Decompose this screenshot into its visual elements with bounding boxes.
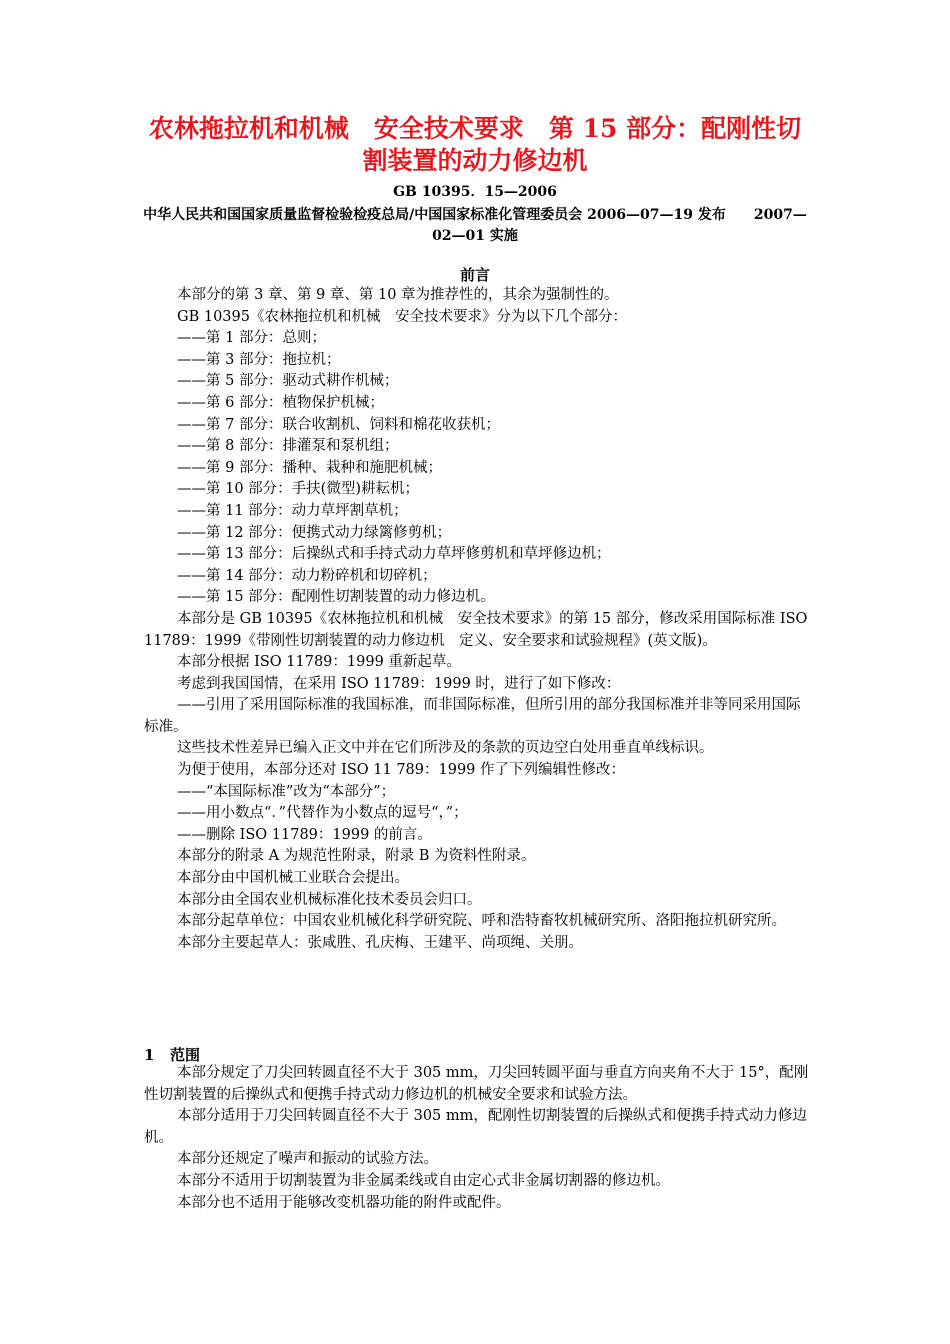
paragraph: 本部分规定了刀尖回转圆直径不大于 305 mm，刀尖回转圆平面与垂直方向夹角不大于 15°，配刚性切割装置的后操纵式和便携手持式动力修边机的机械安全要求和试验方法。 bbox=[144, 1065, 809, 1103]
list-item: ——第 5 部分：驱动式耕作机械； bbox=[177, 373, 399, 390]
paragraph: 本部分根据 ISO 11789：1999 重新起草。 bbox=[177, 654, 461, 671]
list-item: ——用小数点“．”代替作为小数点的逗号“，”； bbox=[177, 805, 468, 822]
paragraph: 为便于使用，本部分还对 ISO 11 789：1999 作了下列编辑性修改： bbox=[177, 762, 626, 779]
list-item: ——“本国际标准”改为“本部分”； bbox=[177, 783, 396, 800]
paragraph: 本部分的附录 A 为规范性附录，附录 B 为资料性附录。 bbox=[177, 848, 536, 865]
list-item: ——第 13 部分：后操纵式和手持式动力草坪修剪机和草坪修边机； bbox=[177, 546, 611, 563]
list-item: ——第 15 部分：配刚性切割装置的动力修边机。 bbox=[177, 589, 495, 606]
section-body bbox=[144, 1063, 810, 1214]
list-item: ——第 8 部分：排灌泵和泵机组； bbox=[177, 438, 399, 455]
document-title: 农林拖拉机和机械 安全技术要求 第 15 部分：配刚性切割装置的动力修边机 bbox=[148, 114, 802, 175]
list-item: ——第 14 部分：动力粉碎机和切碎机； bbox=[177, 567, 437, 584]
paragraph: 本部分由中国机械工业联合会提出。 bbox=[177, 870, 409, 887]
paragraph: 这些技术性差异已编入正文中并在它们所涉及的条款的页边空白处用垂直单线标识。 bbox=[177, 740, 714, 757]
list-item: ——第 10 部分：手扶(微型)耕耘机； bbox=[177, 481, 419, 498]
paragraph: 本部分主要起草人：张咸胜、孔庆梅、王建平、尚项绳、关朋。 bbox=[177, 934, 583, 951]
publisher-line: 中华人民共和国国家质量监督检验检疫总局/中国国家标准化管理委员会 2006—07—19 发布 2007—02—01 实施 bbox=[143, 207, 807, 244]
preface-body bbox=[144, 285, 810, 954]
section-heading bbox=[144, 1044, 200, 1065]
paragraph: 本部分是 GB 10395《农林拖拉机和机械 安全技术要求》的第 15 部分，修改采用国际标准 ISO 11789：1999《带刚性切割装置的动力修边机 定义、安全要求和试验规程》(英文版)。 bbox=[144, 610, 808, 649]
list-item: ——第 9 部分：播种、栽种和施肥机械； bbox=[177, 459, 442, 476]
section-number: 1 bbox=[144, 1046, 155, 1064]
paragraph: 本部分不适用于切割装置为非金属柔线或自由定心式非金属切割器的修边机。 bbox=[177, 1172, 670, 1189]
paragraph: ——引用了采用国际标准的我国标准，而非国际标准，但所引用的部分我国标准并非等同采用国际标准。 bbox=[144, 697, 801, 735]
list-item: ——删除 ISO 11789：1999 的前言。 bbox=[177, 826, 432, 843]
list-item: ——第 7 部分：联合收割机、饲料和棉花收获机； bbox=[177, 416, 500, 433]
paragraph: 本部分由全国农业机械标准化技术委员会归口。 bbox=[177, 891, 482, 908]
list-item: ——第 11 部分：动力草坪割草机； bbox=[177, 502, 408, 519]
paragraph: 本部分的第 3 章、第 9 章、第 10 章为推荐性的，其余为强制性的。 bbox=[177, 287, 619, 303]
list-item: ——第 3 部分：拖拉机； bbox=[177, 351, 341, 368]
list-item: ——第 1 部分：总则； bbox=[177, 330, 326, 347]
preface-heading: 前言 bbox=[459, 266, 490, 284]
paragraph: 考虑到我国国情，在采用 ISO 11789：1999 时，进行了如下修改： bbox=[177, 675, 621, 692]
paragraph: 本部分还规定了噪声和振动的试验方法。 bbox=[177, 1151, 438, 1168]
list-item: ——第 12 部分：便携式动力绿篱修剪机； bbox=[177, 524, 452, 541]
standard-code: GB 10395．15—2006 bbox=[393, 184, 557, 200]
list-item: ——第 6 部分：植物保护机械； bbox=[177, 394, 384, 411]
paragraph: GB 10395《农林拖拉机和机械 安全技术要求》分为以下几个部分： bbox=[177, 308, 627, 325]
section-title: 范围 bbox=[170, 1046, 201, 1064]
paragraph: 本部分起草单位：中国农业机械化科学研究院、呼和浩特畜牧机械研究所、洛阳拖拉机研究所。 bbox=[177, 913, 786, 930]
paragraph: 本部分适用于刀尖回转圆直径不大于 305 mm，配刚性切割装置的后操纵式和便携手持式动力修边机。 bbox=[144, 1108, 807, 1146]
paragraph: 本部分也不适用于能够改变机器功能的附件或配件。 bbox=[177, 1194, 511, 1211]
